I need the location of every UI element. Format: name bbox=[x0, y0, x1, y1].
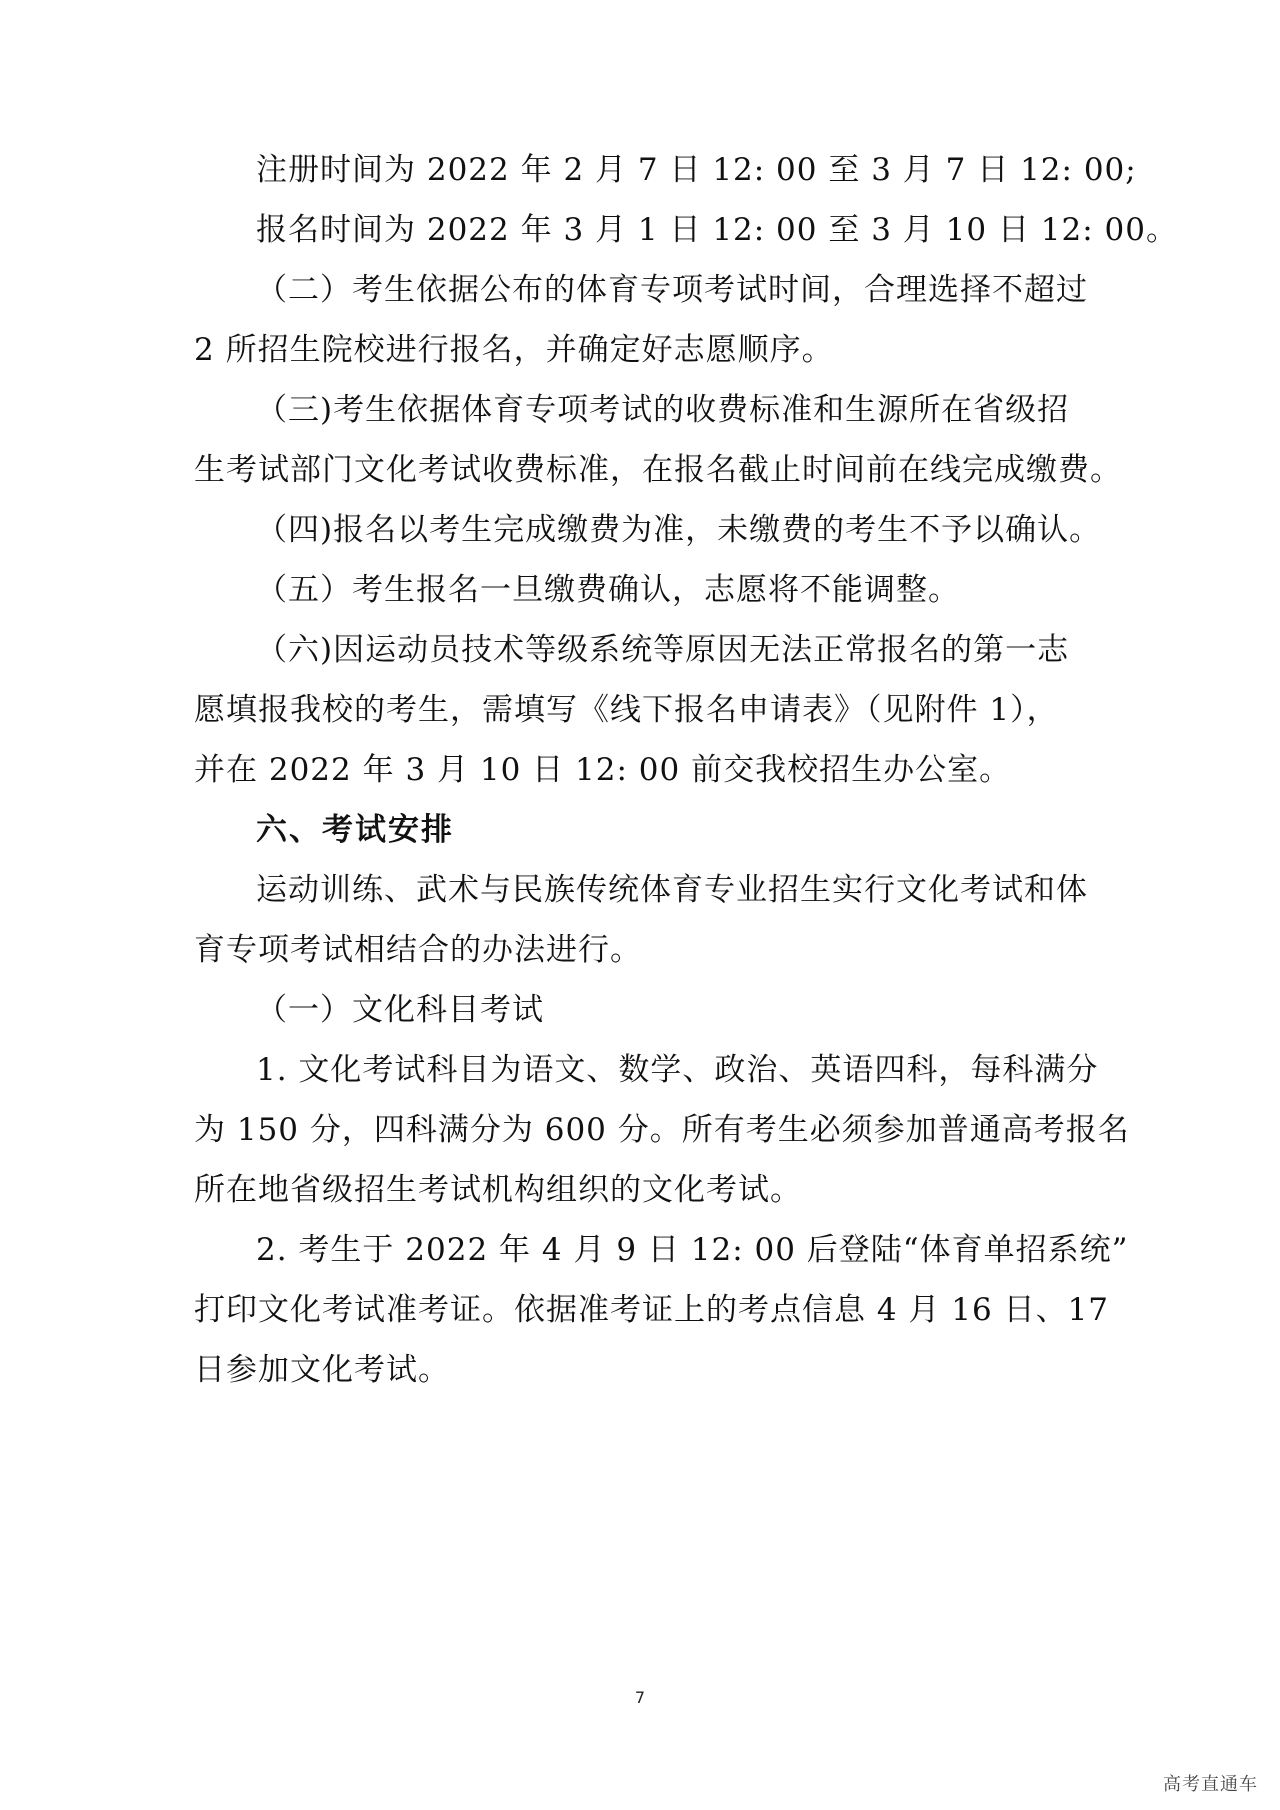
paragraph-line: （四)报名以考生完成缴费为准，未缴费的考生不予以确认。 bbox=[256, 512, 1102, 548]
paragraph-line: （三)考生依据体育专项考试的收费标准和生源所在省级招 bbox=[256, 392, 1070, 428]
registration-time-line: 注册时间为 2022 年 2 月 7 日 12: 00 至 3 月 7 日 12: 00; bbox=[256, 152, 1137, 188]
watermark-text: 高考直通车 bbox=[1163, 1774, 1258, 1795]
paragraph-line: 所在地省级招生考试机构组织的文化考试。 bbox=[194, 1172, 802, 1208]
paragraph-line: 愿填报我校的考生，需填写《线下报名申请表》（见附件 1）， bbox=[194, 692, 1059, 728]
paragraph-line: 生考试部门文化考试收费标准，在报名截止时间前在线完成缴费。 bbox=[194, 452, 1122, 488]
paragraph-line: 打印文化考试准考证。依据准考证上的考点信息 4 月 16 日、17 bbox=[194, 1292, 1110, 1328]
paragraph-line: （六)因运动员技术等级系统等原因无法正常报名的第一志 bbox=[256, 632, 1070, 668]
paragraph-line: 2 所招生院校进行报名，并确定好志愿顺序。 bbox=[194, 332, 834, 368]
paragraph-line: （二）考生依据公布的体育专项考试时间，合理选择不超过 bbox=[256, 272, 1088, 308]
paragraph-line: 育专项考试相结合的办法进行。 bbox=[194, 932, 642, 968]
page-number: 7 bbox=[634, 1688, 646, 1707]
application-time-line: 报名时间为 2022 年 3 月 1 日 12: 00 至 3 月 10 日 12: 00。 bbox=[256, 212, 1178, 248]
paragraph-line: 运动训练、武术与民族传统体育专业招生实行文化考试和体 bbox=[256, 872, 1088, 908]
subsection-heading: （一）文化科目考试 bbox=[256, 992, 544, 1028]
paragraph-line: 1. 文化考试科目为语文、数学、政治、英语四科，每科满分 bbox=[256, 1052, 1099, 1088]
paragraph-line: （五）考生报名一旦缴费确认，志愿将不能调整。 bbox=[256, 572, 960, 608]
section-heading: 六、考试安排 bbox=[256, 812, 454, 848]
paragraph-line: 并在 2022 年 3 月 10 日 12: 00 前交我校招生办公室。 bbox=[194, 752, 1012, 788]
paragraph-line: 2. 考生于 2022 年 4 月 9 日 12: 00 后登陆“体育单招系统” bbox=[256, 1232, 1129, 1268]
paragraph-line: 日参加文化考试。 bbox=[194, 1352, 450, 1388]
paragraph-line: 为 150 分，四科满分为 600 分。所有考生必须参加普通高考报名 bbox=[194, 1112, 1130, 1148]
